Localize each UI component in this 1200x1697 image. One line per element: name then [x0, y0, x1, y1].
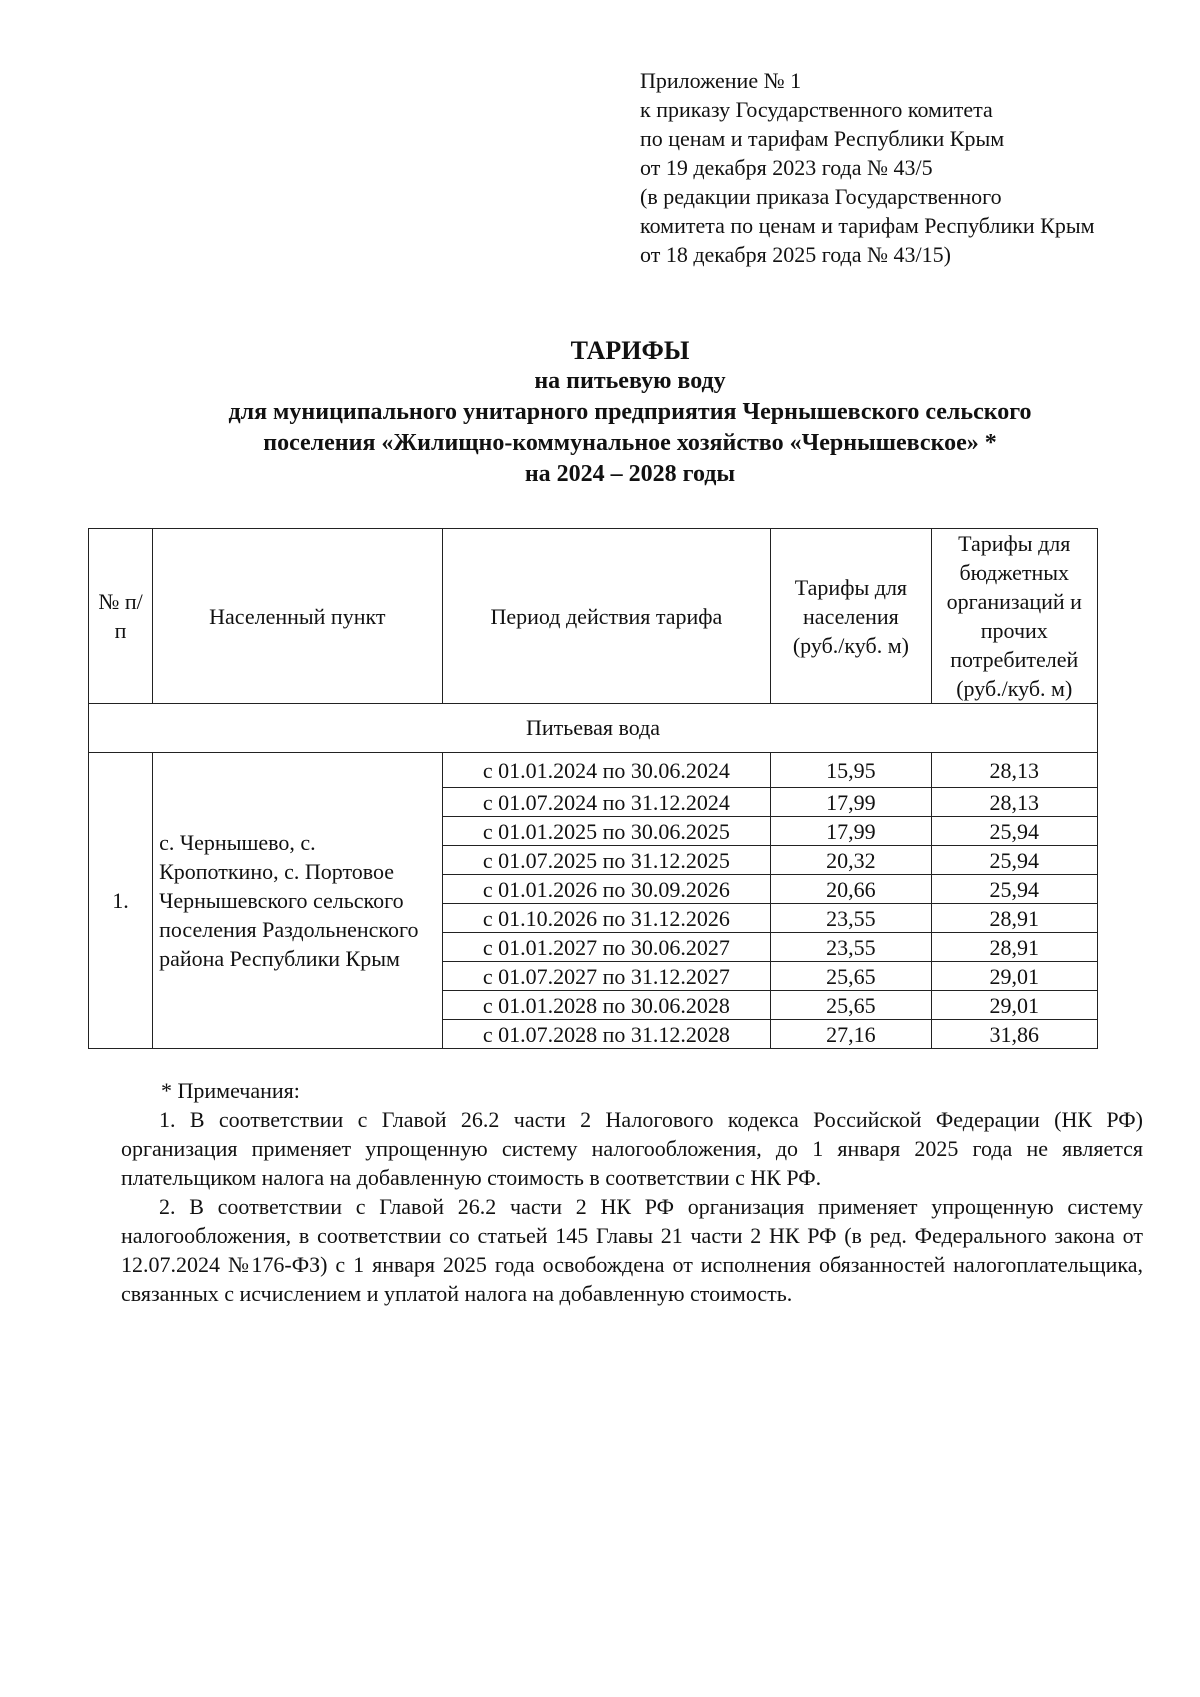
- period-cell: с 01.01.2026 по 30.09.2026: [442, 875, 771, 904]
- organizations-tariff-cell: 28,13: [931, 753, 1097, 788]
- title-line: на питьевую воду: [534, 368, 726, 394]
- period-cell: с 01.10.2026 по 31.12.2026: [442, 904, 771, 933]
- tariffs-table: [88, 528, 1098, 1049]
- appendix-line: к приказу Государственного комитета: [640, 97, 993, 122]
- population-tariff-cell: 17,99: [771, 817, 931, 846]
- organizations-tariff-cell: 25,94: [931, 817, 1097, 846]
- organizations-tariff-cell: 25,94: [931, 846, 1097, 875]
- title-line: поселения «Жилищно-коммунальное хозяйство «Чернышевское» *: [263, 430, 997, 456]
- note-item: 2. В соответствии с Главой 26.2 части 2 НК РФ организация применяет упрощенную систему налогообложения, в соответствии со статьей 145 Главы 21 части 2 НК РФ (в ред. Федерального закона от 12.07.2024 №176-ФЗ) с 1 января 2025 года освобождена от исполнения обязанностей налогоплательщика, связанных с исчислением и уплатой налога на добавленную стоимость.: [121, 1194, 1143, 1306]
- note-item: 1. В соответствии с Главой 26.2 части 2 Налогового кодекса Российской Федерации (НК РФ) организация применяет упрощенную систему налогообложения, до 1 января 2025 года не является плательщиком налога на добавленную стоимость в соответствии с НК РФ.: [121, 1107, 1143, 1190]
- appendix-header: [640, 66, 1160, 269]
- table-row: [89, 753, 1098, 788]
- organizations-tariff-cell: 25,94: [931, 875, 1097, 904]
- header-period: Период действия тарифа: [442, 529, 771, 704]
- population-tariff-cell: 27,16: [771, 1020, 931, 1049]
- notes: [121, 1076, 1143, 1308]
- period-cell: с 01.07.2024 по 31.12.2024: [442, 788, 771, 817]
- population-tariff-cell: 17,99: [771, 788, 931, 817]
- appendix-line: Приложение № 1: [640, 68, 802, 93]
- organizations-tariff-cell: 28,91: [931, 933, 1097, 962]
- appendix-line: комитета по ценам и тарифам Республики Крым: [640, 213, 1095, 238]
- period-cell: с 01.07.2027 по 31.12.2027: [442, 962, 771, 991]
- appendix-line: (в редакции приказа Государственного: [640, 184, 1002, 209]
- population-tariff-cell: 25,65: [771, 991, 931, 1020]
- period-cell: с 01.01.2027 по 30.06.2027: [442, 933, 771, 962]
- appendix-line: от 19 декабря 2023 года № 43/5: [640, 155, 933, 180]
- organizations-tariff-cell: 29,01: [931, 991, 1097, 1020]
- settlement-name: с. Чернышево, с. Кропоткино, с. Портовое Чернышевского сельского поселения Раздольненского района Республики Крым: [153, 753, 442, 1049]
- appendix-line: по ценам и тарифам Республики Крым: [640, 126, 1005, 151]
- organizations-tariff-cell: 29,01: [931, 962, 1097, 991]
- title-main: ТАРИФЫ: [570, 336, 690, 365]
- header-population: Тарифы для населения (руб./куб. м): [771, 529, 931, 704]
- period-cell: с 01.01.2025 по 30.06.2025: [442, 817, 771, 846]
- section-label: Питьевая вода: [89, 704, 1098, 753]
- population-tariff-cell: 25,65: [771, 962, 931, 991]
- period-cell: с 01.01.2028 по 30.06.2028: [442, 991, 771, 1020]
- title-line: для муниципального унитарного предприятия Чернышевского сельского: [228, 399, 1032, 425]
- population-tariff-cell: 15,95: [771, 753, 931, 788]
- organizations-tariff-cell: 28,91: [931, 904, 1097, 933]
- period-cell: с 01.01.2024 по 30.06.2024: [442, 753, 771, 788]
- appendix-line: от 18 декабря 2025 года № 43/15): [640, 242, 951, 267]
- header-num: № п/п: [89, 529, 153, 704]
- document-title: [60, 335, 1200, 490]
- population-tariff-cell: 23,55: [771, 904, 931, 933]
- period-cell: с 01.07.2028 по 31.12.2028: [442, 1020, 771, 1049]
- organizations-tariff-cell: 28,13: [931, 788, 1097, 817]
- population-tariff-cell: 23,55: [771, 933, 931, 962]
- period-cell: с 01.07.2025 по 31.12.2025: [442, 846, 771, 875]
- organizations-tariff-cell: 31,86: [931, 1020, 1097, 1049]
- entry-number: 1.: [89, 753, 153, 1049]
- notes-heading: * Примечания:: [161, 1078, 300, 1103]
- population-tariff-cell: 20,66: [771, 875, 931, 904]
- title-line: на 2024 – 2028 годы: [524, 461, 736, 487]
- header-organizations: Тарифы для бюджетных организаций и прочих потребителей (руб./куб. м): [931, 529, 1097, 704]
- population-tariff-cell: 20,32: [771, 846, 931, 875]
- header-place: Населенный пункт: [153, 529, 442, 704]
